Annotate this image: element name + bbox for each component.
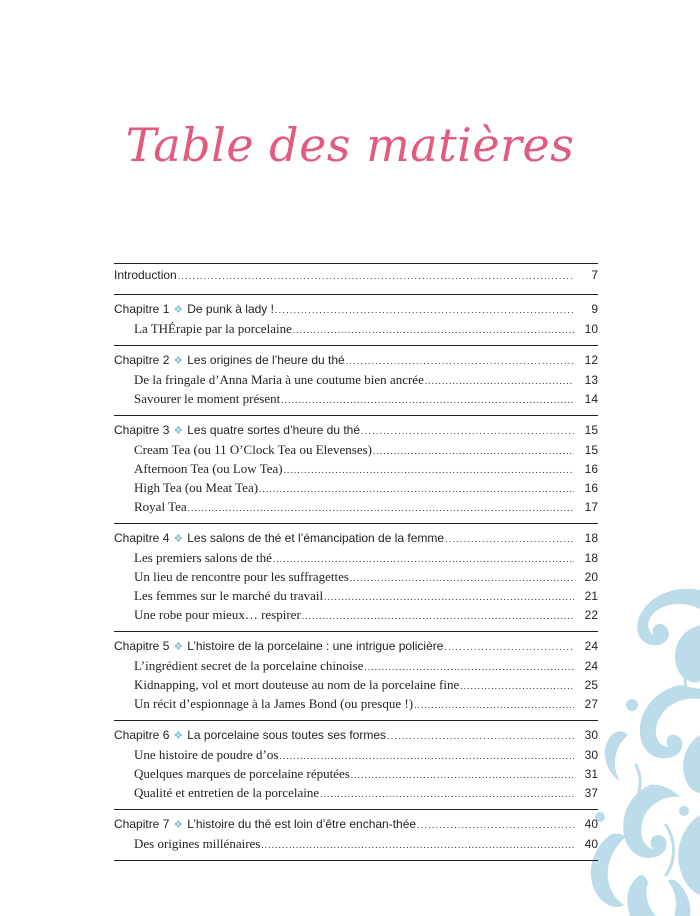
toc-sub-entry[interactable] — [114, 745, 598, 764]
page-number: 30 — [584, 728, 598, 742]
page-number: 18 — [584, 531, 598, 545]
entry-title: Des origines millénaires — [134, 836, 261, 851]
dot-leader — [444, 638, 574, 657]
chapter-title: L’histoire de la porcelaine : une intrigue policière — [187, 639, 444, 653]
dot-leader — [320, 785, 574, 804]
chapter-number: Chapitre 5 — [114, 639, 170, 653]
toc-chapter-entry[interactable] — [114, 265, 598, 286]
toc-sub-entry[interactable] — [114, 567, 598, 586]
diamond-separator-icon: ❖ — [173, 730, 184, 742]
toc-section-chapter-4 — [114, 524, 598, 632]
toc-chapter-entry[interactable] — [114, 351, 598, 370]
entry-title: L’ingrédient secret de la porcelaine chinoise — [134, 658, 364, 673]
chapter-title: Les origines de l’heure du thé — [187, 353, 345, 367]
page-number: 24 — [584, 659, 598, 673]
page-number: 13 — [584, 373, 598, 387]
toc-section-chapter-5 — [114, 632, 598, 721]
entry-title: Une robe pour mieux… respirer — [134, 607, 301, 622]
toc-chapter-entry[interactable] — [114, 421, 598, 440]
page-number: 16 — [584, 481, 598, 495]
chapter-title: L’histoire du thé est loin d’être enchan-thée — [187, 817, 417, 831]
chapter-title: Les salons de thé et l’émancipation de la femme — [187, 531, 445, 545]
toc-section-chapter-7 — [114, 810, 598, 861]
toc-sub-entry[interactable] — [114, 319, 598, 338]
dot-leader — [178, 267, 574, 286]
chapter-title: Introduction — [114, 268, 177, 282]
toc-section-introduction — [114, 263, 598, 295]
dot-leader — [425, 372, 574, 391]
entry-title: Un récit d’espionnage à la James Bond (ou presque !) — [134, 696, 414, 711]
chapter-number: Chapitre 6 — [114, 728, 170, 742]
toc-sub-entry[interactable] — [114, 675, 598, 694]
page-number: 30 — [584, 748, 598, 762]
entry-title: Cream Tea (ou 11 O’Clock Tea ou Elevenses) — [134, 442, 373, 457]
toc-chapter-entry[interactable] — [114, 637, 598, 656]
page-number: 9 — [591, 302, 598, 316]
dot-leader — [261, 836, 574, 855]
dot-leader — [445, 530, 574, 549]
chapter-number: Chapitre 2 — [114, 353, 170, 367]
dot-leader — [275, 301, 574, 320]
page-number: 14 — [584, 392, 598, 406]
entry-title: Quelques marques de porcelaine réputées — [134, 766, 350, 781]
toc-section-chapter-2 — [114, 346, 598, 416]
dot-leader — [373, 442, 574, 461]
toc-sub-entry[interactable] — [114, 478, 598, 497]
page-number: 15 — [584, 423, 598, 437]
dot-leader — [414, 696, 574, 715]
page-number: 7 — [591, 268, 598, 282]
entry-title: Afternoon Tea (ou Low Tea) — [134, 461, 283, 476]
toc-sub-entry[interactable] — [114, 497, 598, 516]
toc-sub-entry[interactable] — [114, 783, 598, 802]
chapter-number: Chapitre 7 — [114, 817, 170, 831]
page-number: 27 — [584, 697, 598, 711]
page-number: 18 — [584, 551, 598, 565]
page-number: 22 — [584, 608, 598, 622]
toc-sub-entry[interactable] — [114, 459, 598, 478]
toc-chapter-entry[interactable] — [114, 529, 598, 548]
entry-title: Un lieu de rencontre pour les suffragettes — [134, 569, 349, 584]
chapter-number: Chapitre 3 — [114, 423, 170, 437]
toc-chapter-entry[interactable] — [114, 300, 598, 319]
diamond-separator-icon: ❖ — [173, 425, 184, 437]
toc-sub-entry[interactable] — [114, 548, 598, 567]
entry-title: De la fringale d’Anna Maria à une coutume bien ancrée — [134, 372, 424, 387]
chapter-title: De punk à lady ! — [187, 302, 274, 316]
page-number: 21 — [584, 589, 598, 603]
toc-sub-entry[interactable] — [114, 694, 598, 713]
toc-chapter-entry[interactable] — [114, 815, 598, 834]
entry-title: Les femmes sur le marché du travail — [134, 588, 324, 603]
diamond-separator-icon: ❖ — [173, 641, 184, 653]
dot-leader — [324, 588, 574, 607]
dot-leader — [387, 727, 574, 746]
dot-leader — [346, 352, 574, 371]
entry-title: Royal Tea — [134, 499, 187, 514]
toc-chapter-entry[interactable] — [114, 726, 598, 745]
page-number: 12 — [584, 353, 598, 367]
dot-leader — [259, 480, 574, 499]
dot-leader — [361, 422, 574, 441]
table-of-contents — [114, 263, 598, 861]
toc-section-chapter-3 — [114, 416, 598, 524]
page-number: 20 — [584, 570, 598, 584]
toc-section-chapter-6 — [114, 721, 598, 810]
dot-leader — [460, 677, 574, 696]
page-number: 10 — [584, 322, 598, 336]
dot-leader — [281, 391, 574, 410]
chapter-title: Les quatre sortes d’heure du thé — [187, 423, 361, 437]
dot-leader — [284, 461, 574, 480]
page-number: 17 — [584, 500, 598, 514]
dot-leader — [188, 499, 574, 518]
entry-title: Une histoire de poudre d’os — [134, 747, 279, 762]
page-number: 40 — [584, 837, 598, 851]
toc-section-chapter-1 — [114, 295, 598, 346]
dot-leader — [351, 766, 574, 785]
diamond-separator-icon: ❖ — [173, 533, 184, 545]
toc-sub-entry[interactable] — [114, 605, 598, 624]
chapter-number: Chapitre 4 — [114, 531, 170, 545]
entry-title: Les premiers salons de thé — [134, 550, 272, 565]
floral-ornament-decoration — [580, 585, 700, 916]
dot-leader — [417, 816, 574, 835]
toc-sub-entry[interactable] — [114, 764, 598, 783]
entry-title: High Tea (ou Meat Tea) — [134, 480, 259, 495]
diamond-separator-icon: ❖ — [173, 304, 184, 316]
page-number: 24 — [584, 639, 598, 653]
page-title: Table des matières — [125, 118, 575, 172]
page-number: 15 — [584, 443, 598, 457]
toc-sub-entry[interactable] — [114, 440, 598, 459]
toc-sub-entry[interactable] — [114, 389, 598, 408]
chapter-title: La porcelaine sous toutes ses formes — [187, 728, 387, 742]
entry-title: Savourer le moment présent — [134, 391, 281, 406]
dot-leader — [302, 607, 574, 626]
page-number: 37 — [584, 786, 598, 800]
page-number: 31 — [584, 767, 598, 781]
diamond-separator-icon: ❖ — [173, 819, 184, 831]
dot-leader — [350, 569, 574, 588]
toc-sub-entry[interactable] — [114, 370, 598, 389]
entry-title: La THÉrapie par la porcelaine — [134, 321, 292, 336]
toc-sub-entry[interactable] — [114, 656, 598, 675]
diamond-separator-icon: ❖ — [173, 355, 184, 367]
dot-leader — [293, 321, 574, 340]
chapter-number: Chapitre 1 — [114, 302, 170, 316]
page-number: 16 — [584, 462, 598, 476]
toc-sub-entry[interactable] — [114, 834, 598, 853]
entry-title: Qualité et entretien de la porcelaine — [134, 785, 320, 800]
toc-sub-entry[interactable] — [114, 586, 598, 605]
page-number: 25 — [584, 678, 598, 692]
page-number: 40 — [584, 817, 598, 831]
entry-title: Kidnapping, vol et mort douteuse au nom de la porcelaine fine — [134, 677, 460, 692]
